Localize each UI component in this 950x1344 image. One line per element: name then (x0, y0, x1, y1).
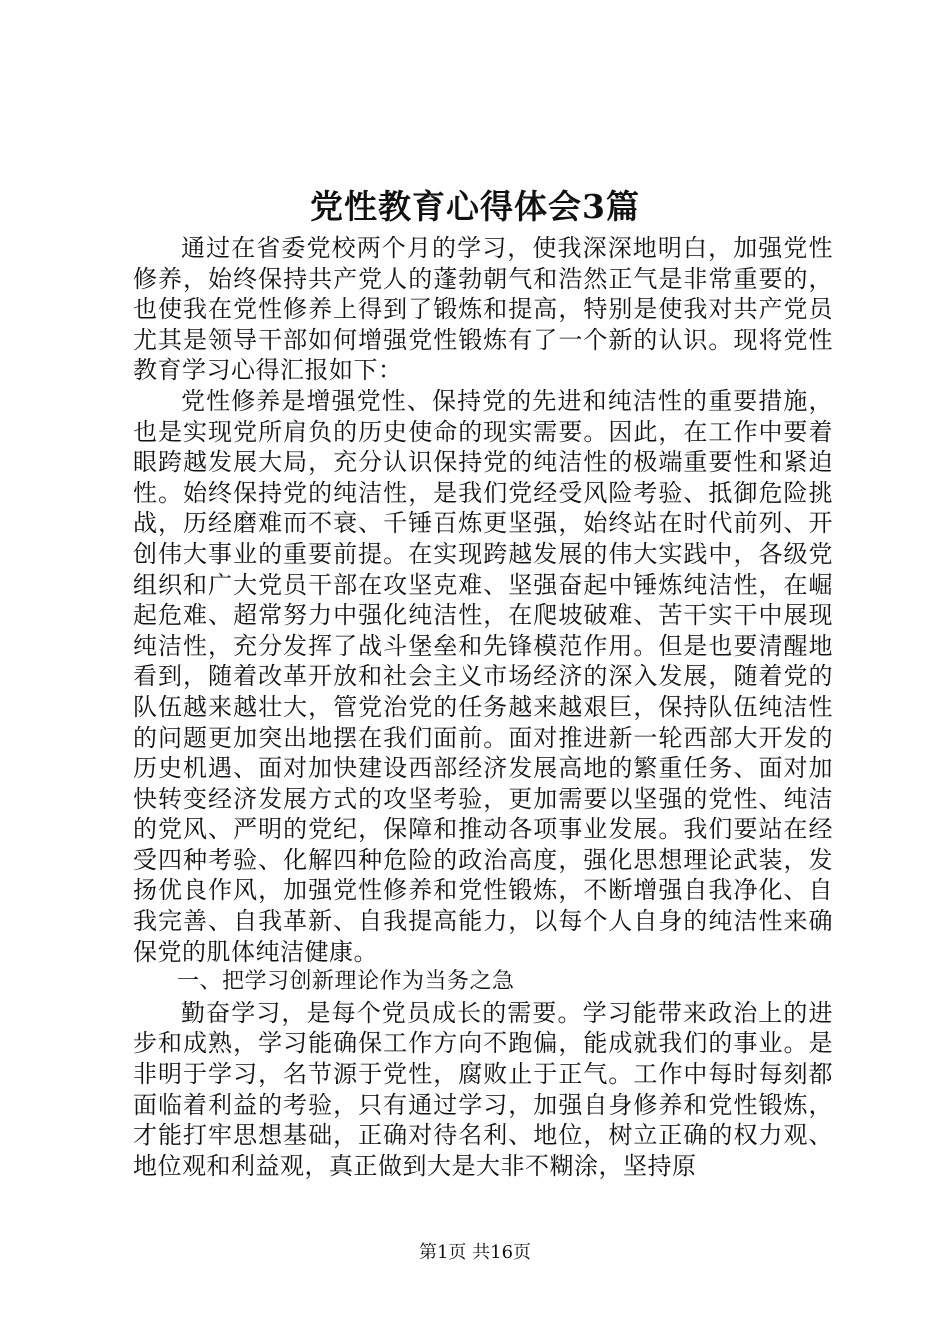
section-heading-1: 一、把学习创新理论作为当务之急 (177, 969, 515, 995)
paragraph-intro: 通过在省委党校两个月的学习，使我深深地明白，加强党性修养，始终保持共产党人的蓬勃朝气和浩然正气是非常重要的，也使我在党性修养上得到了锻炼和提高，特别是使我对共产党员尤其是领导干部如何增强党性锻炼有了一个新的认识。现将党性教育学习心得汇报如下： (133, 234, 833, 385)
page-footer: 第1页 共16页 (418, 1242, 532, 1263)
document-body (133, 233, 833, 1181)
document-title: 党性教育心得体会3篇 (310, 187, 640, 226)
paragraph-party-spirit: 党性修养是增强党性、保持党的先进和纯洁性的重要措施，也是实现党所肩负的历史使命的现实需要。因此，在工作中要着眼跨越发展大局，充分认识保持党的纯洁性的极端重要性和紧迫性。始终保持党的纯洁性，是我们党经受风险考验、抵御危险挑战，历经磨难而不衰、千锤百炼更坚强，始终站在时代前列、开创伟大事业的重要前提。在实现跨越发展的伟大实践中，各级党组织和广大党员干部在攻坚克难、坚强奋起中锤炼纯洁性，在崛起危难、超常努力中强化纯洁性，在爬坡破难、苦干实干中展现纯洁性，充分发挥了战斗堡垒和先锋模范作用。但是也要清醒地看到，随着改革开放和社会主义市场经济的深入发展，随着党的队伍越来越壮大，管党治党的任务越来越艰巨，保持队伍纯洁性的问题更加突出地摆在我们面前。面对推进新一轮西部大开发的历史机遇、面对加快建设西部经济发展高地的繁重任务、面对加快转变经济发展方式的攻坚考验，更加需要以坚强的党性、纯洁的党风、严明的党纪，保障和推动各项事业发展。我们要站在经受四种考验、化解四种危险的政治高度，强化思想理论武装，发扬优良作风，加强党性修养和党性锻炼，不断增强自我净化、自我完善、自我革新、自我提高能力，以每个人自身的纯洁性来确保党的肌体纯洁健康。 (133, 386, 833, 966)
paragraph-study: 勤奋学习，是每个党员成长的需要。学习能带来政治上的进步和成熟，学习能确保工作方向不跑偏，能成就我们的事业。是非明于学习，名节源于党性，腐败止于正气。工作中每时每刻都面临着利益的考验，只有通过学习，加强自身修养和党性锻炼，才能打牢思想基础，正确对待名利、地位，树立正确的权力观、地位观和利益观，真正做到大是大非不糊涂，坚持原 (133, 998, 833, 1180)
